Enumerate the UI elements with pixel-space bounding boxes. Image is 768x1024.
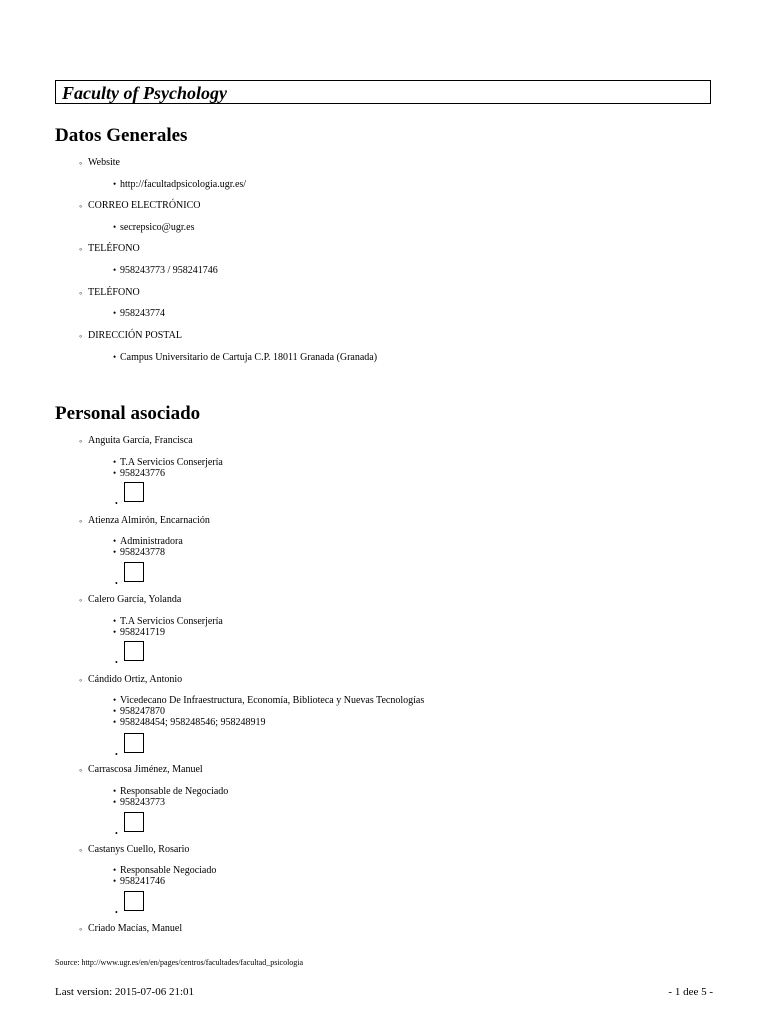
general-value-email[interactable]: • secrepsico@ugr.es — [120, 222, 194, 233]
staff-name: ◦ Castanys Cuello, Rosario — [88, 844, 189, 856]
staff-name: ◦ Calero García, Yolanda — [88, 594, 181, 606]
staff-phone: • 958243773 — [120, 797, 165, 808]
staff-name: ◦ Carrascosa Jiménez, Manuel — [88, 764, 203, 776]
staff-role: • Vicedecano De Infraestructura, Economía, Biblioteca y Nuevas Tecnologías — [120, 695, 424, 706]
section-heading-general: Datos Generales — [55, 125, 188, 146]
staff-photo-placeholder — [124, 562, 144, 582]
staff-phone: • 958243776 — [120, 468, 165, 479]
section-heading-staff: Personal asociado — [55, 403, 201, 424]
last-version: Last version: 2015-07-06 21:01 — [55, 986, 195, 998]
staff-phone: • 958241746 — [120, 876, 165, 887]
staff-role: • Responsable de Negociado — [120, 786, 228, 797]
general-value-postal: • Campus Universitario de Cartuja C.P. 18011 Granada (Granada) — [120, 352, 377, 363]
source-link[interactable]: Source: http://www.ugr.es/en/en/pages/centros/facultades/facultad_psicologia — [55, 958, 304, 967]
page-indicator: - 1 dee 5 - — [668, 986, 713, 998]
staff-phone: • 958247870 — [120, 706, 165, 717]
staff-role: • Administradora — [120, 536, 183, 547]
general-value-phone-1: • 958243773 / 958241746 — [120, 265, 218, 276]
bullet-icon: • — [115, 658, 118, 667]
staff-role: • Responsable Negociado — [120, 865, 216, 876]
staff-photo-placeholder — [124, 812, 144, 832]
general-label-website: ◦ Website — [88, 157, 120, 169]
staff-name: ◦ Cándido Ortiz, Antonio — [88, 674, 182, 686]
staff-photo-placeholder — [124, 891, 144, 911]
staff-photo-placeholder — [124, 482, 144, 502]
staff-role: • T.A Servicios Conserjería — [120, 457, 223, 468]
staff-role: • T.A Servicios Conserjería — [120, 616, 223, 627]
general-value-phone-2: • 958243774 — [120, 308, 165, 319]
bullet-icon: • — [115, 750, 118, 759]
staff-phone: • 958243778 — [120, 547, 165, 558]
staff-photo-placeholder — [124, 733, 144, 753]
general-label-phone-1: ◦ TELÉFONO — [88, 243, 140, 255]
staff-phone: • 958248454; 958248546; 958248919 — [120, 717, 266, 728]
bullet-icon: • — [115, 829, 118, 838]
page-title-box — [55, 80, 711, 104]
general-label-email: ◦ CORREO ELECTRÓNICO — [88, 200, 201, 212]
staff-name: ◦ Atienza Almirón, Encarnación — [88, 515, 210, 527]
general-label-phone-2: ◦ TELÉFONO — [88, 287, 140, 299]
staff-phone: • 958241719 — [120, 627, 165, 638]
staff-name: ◦ Anguita García, Francisca — [88, 435, 193, 447]
staff-photo-placeholder — [124, 641, 144, 661]
general-value-website[interactable]: • http://facultadpsicologia.ugr.es/ — [120, 179, 246, 190]
bullet-icon: • — [115, 908, 118, 917]
staff-name: ◦ Criado Macías, Manuel — [88, 923, 182, 935]
general-label-postal: ◦ DIRECCIÓN POSTAL — [88, 330, 182, 342]
bullet-icon: • — [115, 579, 118, 588]
bullet-icon: • — [115, 499, 118, 508]
page-title: Faculty of Psychology — [62, 83, 227, 103]
